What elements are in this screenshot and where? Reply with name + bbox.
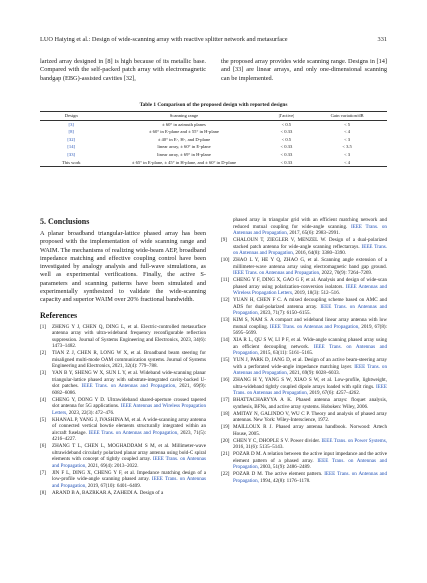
reference-number: [15] [221,357,230,363]
table-row [40,120,387,128]
cell-gain: < 5 [344,121,351,127]
reference-text: YAN B Y, SHENG W X, SUN L Y, et al. Wideband wide-scanning planar triangular-lattice phased array with substrate-integrated cavity-backed U-slot patches. [52,370,206,390]
reference-journal-link[interactable]: IEEE Trans. on Antennas and Propagation, [233,223,387,236]
table-caption: Table 1 Comparison of the proposed design with reported designs [139,102,288,108]
reference-journal-link[interactable]: IEEE Trans. on Antennas and Propagation, [233,383,387,396]
reference-citation: 2003, 51(9): 2486–2489. [260,464,311,470]
reference-item [40,370,206,396]
reference-journal-link[interactable]: IEEE Trans. on Antennas and Propagation, [81,383,177,390]
reference-citation: 2015, 63(11): 5161–5165. [260,350,314,356]
reference-item [221,217,387,237]
reference-number: [21] [221,451,230,457]
reference-number: [22] [221,471,230,477]
reference-number: [8] [40,489,46,496]
reference-number: [1] [40,323,46,330]
cell-gamma: < 0.33 [280,151,293,157]
reference-journal-link[interactable]: IEEE Trans. on Antennas and Propagation, [233,343,387,356]
reference-item [221,297,387,317]
intro-right-text: the proposed array provides wide scanning range. Designs in [14] and [33] are linear arrays, and only one-dimensional scanning can be implemented. [221,58,387,82]
page-number: 331 [377,36,387,43]
reference-item [221,471,387,484]
reference-item [221,438,387,451]
reference-text: CHEN Y C, DHOPLE S V. Power divider. [233,437,321,444]
cell-range: ± 60° in azimuth planes [162,121,206,127]
reference-citation: 2019, 67(6): 4257–4262. [309,390,361,396]
reference-text: ZHANG T L, CHEN L, MOGHADDAM S M, et al. Millimeter-wave ultrawideband circularly polarized planar array antenna using bold-C spiral elements with concept of tightly coupled array. [52,443,206,463]
reference-item [221,397,387,410]
th-gain: Gain variation/dB [307,112,387,121]
reference-text: CHENG Y, DONG Y D. Ultrawideband shared-aperture crossed tapered slot antenna for 5G applications. [52,396,206,410]
cell-gain: < 3 [344,151,351,157]
cell-gain: < 3.5 [342,144,352,150]
reference-number: [9] [221,237,227,243]
reference-item [221,377,387,397]
reference-text: KIM S, NAM S. A compact and wideband linear array antenna with low mutual coupling. [233,317,387,330]
cell-gamma: < 0.33 [280,129,293,135]
table-header-row [40,112,387,121]
reference-item [221,277,387,297]
reference-journal-link[interactable]: IEEE Trans. on Antennas and Propagation, [52,476,206,489]
cell-design[interactable]: [8] [68,129,74,135]
reference-text: AMITAY N, GALINDO V, WU C P. Theory and analysis of phased array antennas. New York: Wiley-Interscience, 1972. [233,410,387,423]
reference-journal-link[interactable]: IEEE Trans. on Power Systems, [321,437,387,444]
reference-text: TIAN Z J, CHEN R, LONG W X, et al. Broadband beam steering for misaligned multi-mode OAM communication systems. Journal of Systems Engineering and Electronics, 2021, 32(4): 779–788. [52,350,206,370]
cell-range: linear array, ± 69° in H-plane [157,151,211,157]
reference-text: POZAR D M. A relation between the active input impedance and the active element pattern of a phased array. [233,451,387,464]
intro-left-column [40,58,206,83]
reference-journal-link[interactable]: IEEE Trans. on Antennas and Propagation, [233,471,387,484]
cell-design[interactable]: [3] [68,121,74,127]
conclusions-text: A planar broadband triangular-lattice phased array has been proposed with the implementation of wide scanning range and WAIM. The mechanisms of realizing wide-beam AEP, broadband impedance matching and effective coupling control have been investigated by analogy analysis and full-wave simulations, as well as experimental verifications. Finally, the active S-parameters and scanning patterns have been simulated and experimentally synthesized to validate the wide-scanning capacity and superior WAIM over 20% fractional bandwidth. [40,230,206,304]
cell-design: This work [40,159,102,167]
reference-item [221,357,387,377]
reference-item [221,424,387,437]
right-column [221,217,387,485]
reference-number: [2] [40,350,46,357]
intro-right-column [221,58,387,83]
cell-range: ± 60° in E-plane and ± 55° in H-plane [149,129,219,135]
cell-gamma: < 0.5 [281,121,292,127]
reference-number: [5] [40,416,46,423]
reference-item [221,411,387,424]
reference-citation: 2017, 65(6): 2983–2991. [289,230,340,236]
reference-citation: 2021, 69(4): 2013–2022. [87,462,139,469]
reference-number: [11] [221,277,230,283]
cell-range: ± 65° in E-plane, ± 45° in H-plane, and ± 60° in D-plane [102,159,265,167]
reference-text: YUAN H, CHEN F C. A mixed decoupling scheme based on AMC and ADS for dual-polarized antenna array. [233,297,387,310]
reference-citation: 2023, 22(3): 472–476. [68,409,115,416]
reference-journal-link[interactable]: IEEE Trans. on Antennas and Propagation, [88,429,179,436]
reference-number: [14] [221,337,230,343]
reference-text: JIN F L, DING X, CHENG Y F, et al. Impedance matching design of a low-profile wide-angle scanning phased array. [52,469,206,483]
reference-journal-link[interactable]: IEEE Trans. on Antennas and Propagation, [233,363,388,376]
reference-citation: 2016, 31(6): 5135–5143. [233,444,284,450]
cell-range: linear array, ± 60° in E-plane [157,144,211,150]
reference-item [221,451,387,471]
th-design: Design [40,112,102,121]
header-title: LUO Haiying et al.: Design of wide-scanning array with reactive splitter network and metasurface [40,36,288,43]
reference-item [221,337,387,357]
reference-citation: 2021, 69(9): 6028–6033. [289,370,340,376]
reference-item [221,317,387,337]
reference-journal-link[interactable]: IEEE Trans. on Antennas and Propagation, [52,456,206,469]
reference-text: ZHAO L Y, HE Y Q, ZHAO G, et al. Scanning angle extension of a millimeter-wave antenna array using electromagnetic band gap ground. [233,257,387,270]
reference-number: [10] [221,257,230,263]
reference-citation: 2022, 70(9): 7264–7269. [321,270,373,276]
intro-left-text: larized array designed in [8] is high because of its metallic base. Compared with the self-packed patch array with electromagnetic bandgap (EBG)-assisted cavities [32], [40,58,206,82]
reference-number: [18] [221,410,230,417]
reference-journal-link[interactable]: IEEE Trans. on Antennas and Propagation, [233,243,387,256]
references-heading: References [40,310,78,320]
reference-text: YUN J, PARK D, JANG D, et al. Design of an active beam-steering array with a perforated wide-angle impedance matching layer. [233,357,387,370]
reference-text: CHALOUN T, ZIEGLER V, MENZEL W. Design of a dual-polarized stacked patch antenna for wide-angle scanning reflectarrays. [233,237,387,250]
cell-design[interactable]: [33] [67,151,76,157]
reference-journal-link[interactable]: IEEE Trans. on Antennas and Propagation, [233,457,387,470]
reference-text: POZAR D M. The active element pattern. [233,471,323,477]
table-row [40,136,387,144]
reference-text: BHATTACHARYYA A K. Phased antenna arrays: floquet analysis, synthesis, BFNs, and active array systems. Hoboken: Wiley, 2006. [233,397,387,410]
reference-citation: 2016, 64(8): 3380–3390. [295,250,347,256]
reference-number: [20] [221,437,230,444]
cell-design[interactable]: [32] [67,136,76,142]
reference-journal-link[interactable]: IEEE Trans. on Antennas and Propagation, [233,303,387,316]
running-header [40,36,387,43]
reference-text: phased array in triangular grid with an efficient matching network and reduced mutual coupling for wide-angle scanning. [233,217,387,230]
reference-item [40,397,206,417]
cell-gain: < 4 [344,129,351,135]
reference-journal-link[interactable]: IEEE Antennas and Wireless Propagation Letters, [233,283,387,296]
table-row [40,128,387,136]
reference-item [221,237,387,257]
table-row [40,143,387,151]
cell-gain: < 3 [344,136,351,142]
reference-citation: 2019, 67(10): 6401–6409. [87,482,142,489]
th-gamma: |Γactive| [266,112,308,121]
cell-gamma: < 0.5 [281,136,292,142]
reference-journal-link[interactable]: IEEE Trans. on Antennas and Propagation, [233,270,321,276]
table-row [40,151,387,159]
reference-citation: 2023, 71(7): 6150–6155. [260,310,311,316]
reference-citation: 2021, 69(9): 6082–6086. [52,383,207,396]
reference-item [40,490,206,497]
reference-number: [13] [221,317,230,323]
comparison-table [40,111,387,167]
reference-item [40,470,206,490]
reference-number: [4] [40,396,46,403]
reference-text: KHANAL P, YANG J, IVASHINA M, et al. A wide-scanning array antenna of connected vertical bowtie elements structurally integrated within an aircraft fuselage. [52,416,206,436]
reference-item [40,350,206,370]
cell-range: ± 40° in E-, H-, and D-plane [157,136,211,142]
reference-journal-link[interactable]: IEEE Trans. on Antennas and Propagation, [269,323,360,330]
cell-gamma: < 0.33 [266,159,308,167]
reference-text: ZHENG Y J, CHEN Q, DING L, et al. Electric-controlled metasurface antenna array with ultra-wideband frequency reconfigurable reflection suppression. Journal of Systems Engineering and Electronics, 2023, 34(6): 1473–1482. [52,323,206,350]
cell-design[interactable]: [14] [67,144,76,150]
th-scanning-range: Scanning range [102,112,265,121]
reference-journal-link[interactable]: IEEE Antennas and Wireless Propagation Letters, [52,403,207,416]
reference-text: XIA R L, QU S W, LI P F, et al. Wide-angle scanning phased array using an efficient decoupling network. [233,337,387,350]
reference-citation: 2019, 18(3): 512–516. [294,290,341,296]
reference-number: [17] [221,397,230,403]
reference-citation: 1994, 42(8): 1176–1178. [260,477,311,484]
comparison-table-block [40,102,387,167]
references-list-right [221,217,387,484]
reference-item [40,443,206,469]
reference-number: [19] [221,424,230,430]
reference-number: [7] [40,469,46,476]
reference-text: ARAND B A, BAZRKAR A, ZAHEDI A. Design of a [52,489,164,496]
reference-item [221,257,387,277]
reference-citation: 2023, 71(5): 4216–4227. [52,429,207,443]
reference-number: [12] [221,297,230,303]
reference-number: [16] [221,377,230,383]
reference-text: CHENG Y F, DING X, GAO G F, et al. Analysis and design of wide-scan phased array using polarization-conversion isolators. [233,277,387,290]
reference-item [40,417,206,443]
reference-number: [3] [40,370,46,377]
reference-text: MAILLOUX R J. Phased array antenna handbook. Norwood: Artech House, 2005. [233,424,387,437]
reference-number: [6] [40,443,46,450]
left-column [40,217,206,497]
references-list-left [40,324,206,497]
reference-citation: 2019, 67(8): 5695–5699. [233,323,387,336]
cell-gamma: < 0.33 [280,144,293,150]
cell-gain: < 4 [307,159,387,167]
reference-item [40,324,206,350]
conclusions-heading: 5. Conclusions [40,217,90,226]
reference-text: ZHANG H Y, YANG S W, XIAO S W, et al. Low-profile, lightweight, ultra-wideband tightly coupled dipole arrays loaded with split rings. [233,377,387,390]
table-row [40,159,387,167]
